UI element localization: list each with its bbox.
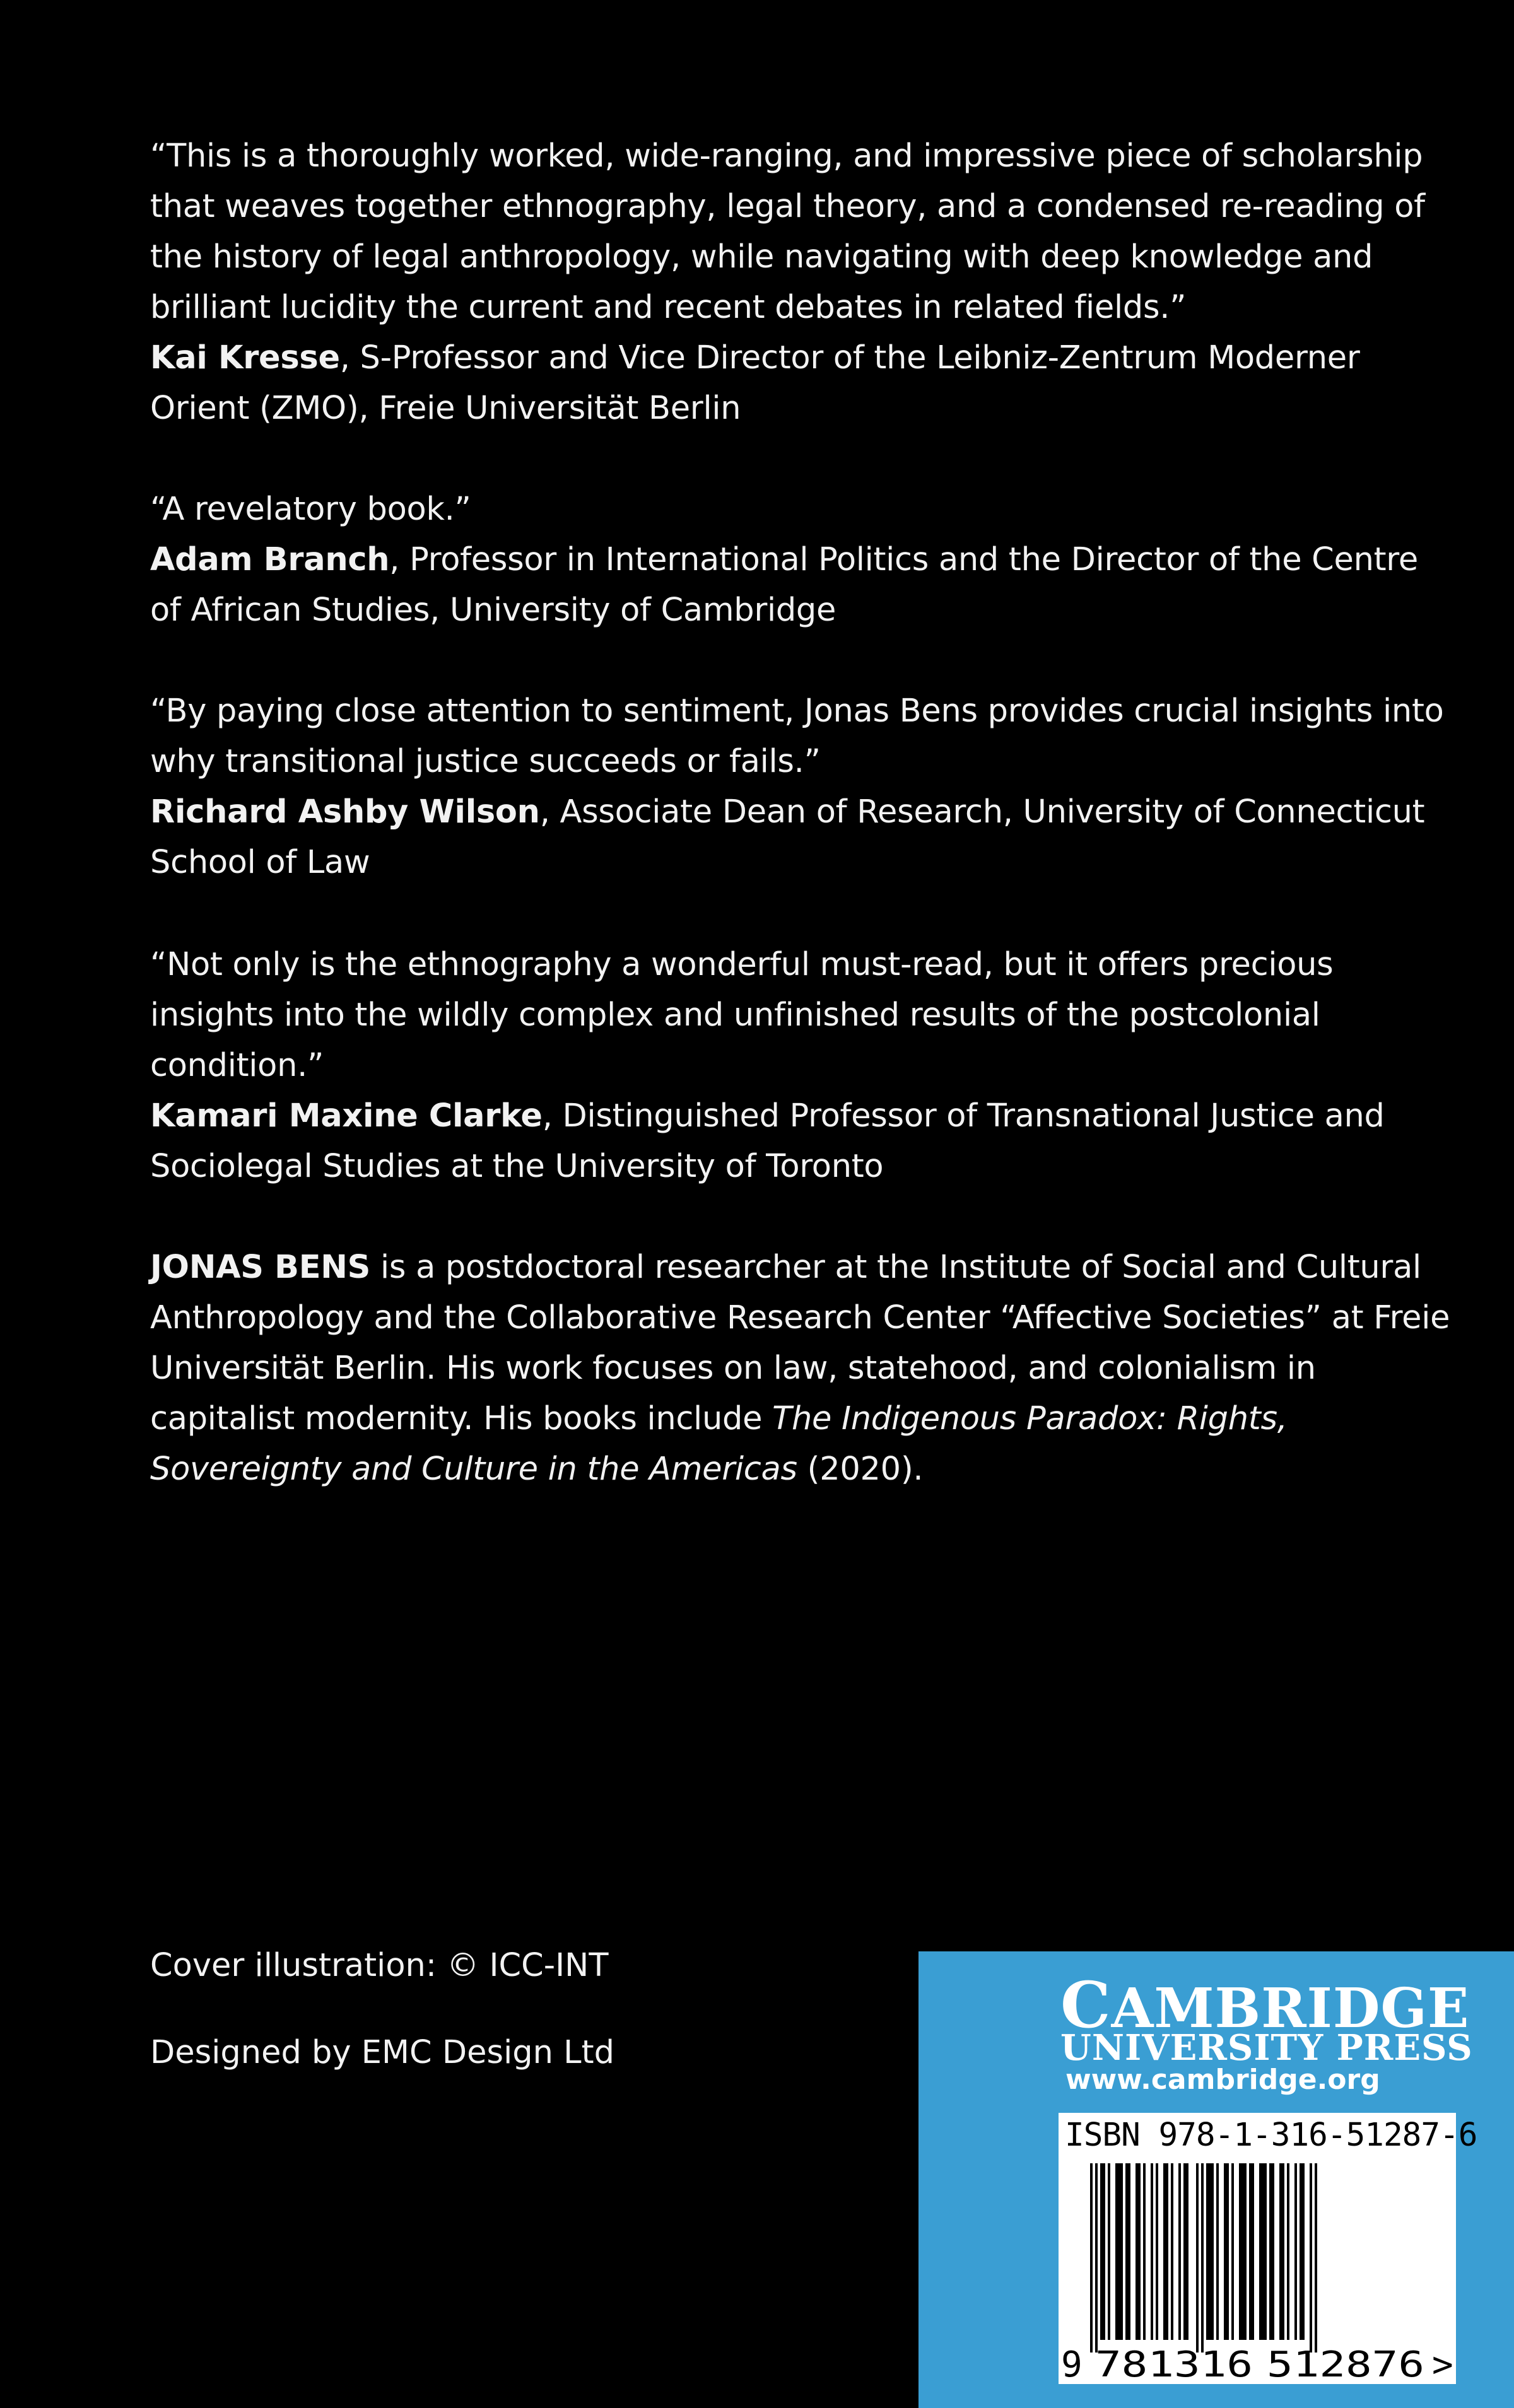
endorser-name: Richard Ashby Wilson: [150, 793, 540, 831]
barcode-bar: [1249, 2163, 1254, 2340]
barcode-bar: [1171, 2163, 1173, 2340]
barcode-bar: [1178, 2163, 1181, 2340]
endorser-affiliation: , Distinguished Professor of Transnational Justice and Sociolegal Studies at the University of Toronto: [150, 1097, 1385, 1185]
barcode-bar: [1100, 2163, 1105, 2340]
barcode-bar: [1259, 2163, 1267, 2340]
barcode-bar: [1201, 2163, 1204, 2352]
design-credit: Designed by EMC Design Ltd: [150, 2034, 614, 2071]
barcode-bar: [1151, 2163, 1153, 2340]
endorser-affiliation: , Associate Dean of Research, University of Connecticut School of Law: [150, 793, 1425, 881]
author-name: JONAS BENS: [150, 1249, 371, 1286]
endorsement-2: [150, 484, 1456, 636]
endorsement-1: [150, 131, 1456, 434]
barcode-bar: [1269, 2163, 1274, 2340]
endorser-affiliation: , Professor in International Politics and the Director of the Centre of African Studies, University of Cambridge: [150, 541, 1418, 629]
barcode-bar: [1310, 2163, 1312, 2352]
barcode-end-mark: >: [1432, 2344, 1453, 2384]
barcode-bar: [1315, 2163, 1317, 2352]
barcode-bar: [1163, 2163, 1168, 2340]
publisher-panel: [918, 1951, 1514, 2408]
endorser-name: Kai Kresse: [150, 339, 340, 377]
publisher-url: www.cambridge.org: [1065, 2064, 1380, 2096]
endorsement-3: [150, 686, 1456, 888]
barcode-bar: [1196, 2163, 1199, 2352]
barcode-bar: [1125, 2163, 1130, 2340]
endorser-affiliation: , S-Professor and Vice Director of the Leibniz-Zentrum Moderner Orient (ZMO), Freie Universität Berlin: [150, 339, 1360, 427]
barcode-bar: [1224, 2163, 1229, 2340]
bio-text-part-2: (2020).: [797, 1451, 924, 1488]
barcode-bar: [1090, 2163, 1093, 2352]
barcode-bar: [1231, 2163, 1234, 2340]
book-title: The Indigenous Paradox: Rights, Sovereignty and Culture in the Americas: [150, 1400, 1288, 1488]
barcode-bar: [1115, 2163, 1123, 2340]
endorsement-quote: “Not only is the ethnography a wonderful must-read, but it offers precious insights into the wildly complex and unfinished results of the postcolonial condition.”: [150, 946, 1334, 1084]
barcode-bar: [1287, 2163, 1289, 2340]
endorsement-attribution: [150, 333, 1456, 434]
endorsement-quote: “A revelatory book.”: [150, 491, 471, 528]
barcode-digits-left: 781316: [1095, 2344, 1253, 2384]
barcode-bar: [1136, 2163, 1141, 2340]
endorsement-quote: “This is a thoroughly worked, wide-ranging, and impressive piece of scholarship that weaves together ethnography, legal theory, and a condensed re-reading of the history of legal anthropology, while navigating with deep knowledge and brilliant lucidity the current and recent debates in related fields.”: [150, 137, 1425, 326]
publisher-logo-subline: UNIVERSITY PRESS: [1060, 2027, 1473, 2069]
endorsement-attribution: [150, 1091, 1456, 1192]
endorser-name: Adam Branch: [150, 541, 390, 578]
barcode-bar: [1108, 2163, 1110, 2340]
isbn-label: ISBN 978-1-316-51287-6: [1065, 2117, 1477, 2154]
barcode-bar: [1183, 2163, 1188, 2340]
barcode-bar: [1143, 2163, 1146, 2340]
barcode-bar: [1279, 2163, 1284, 2340]
barcode-bar: [1300, 2163, 1305, 2340]
barcode-bar: [1294, 2163, 1297, 2340]
cover-illustration-credit: Cover illustration: © ICC-INT: [150, 1947, 609, 1984]
barcode-bar: [1239, 2163, 1247, 2340]
barcode-bar: [1216, 2163, 1219, 2340]
author-bio: [150, 1242, 1456, 1495]
author-bio-text: [150, 1242, 1456, 1495]
barcode-bar: [1095, 2163, 1098, 2352]
publisher-logo-wordmark: CAMBRIDGE: [1060, 1968, 1470, 2042]
barcode-digit-lead: 9: [1061, 2344, 1083, 2384]
bio-text-part-1: is a postdoctoral researcher at the Institute of Social and Cultural Anthropology and the Collaborative Research Center “Affective Societies” at Freie Universität Berlin. His work focuses on law, statehood, and colonialism in capitalist modernity. His books include: [150, 1249, 1450, 1437]
endorsement-quote: “By paying close attention to sentiment, Jonas Bens provides crucial insights into why transitional justice succeeds or fails.”: [150, 693, 1444, 780]
endorsement-4: [150, 940, 1456, 1192]
endorsement-attribution: [150, 535, 1456, 636]
isbn-barcode: [1059, 2113, 1477, 2384]
endorser-name: Kamari Maxine Clarke: [150, 1097, 543, 1135]
endorsement-attribution: [150, 787, 1456, 888]
barcode-bar: [1206, 2163, 1214, 2340]
barcode-bar: [1156, 2163, 1158, 2340]
barcode-digits-right: 512876: [1267, 2344, 1424, 2384]
